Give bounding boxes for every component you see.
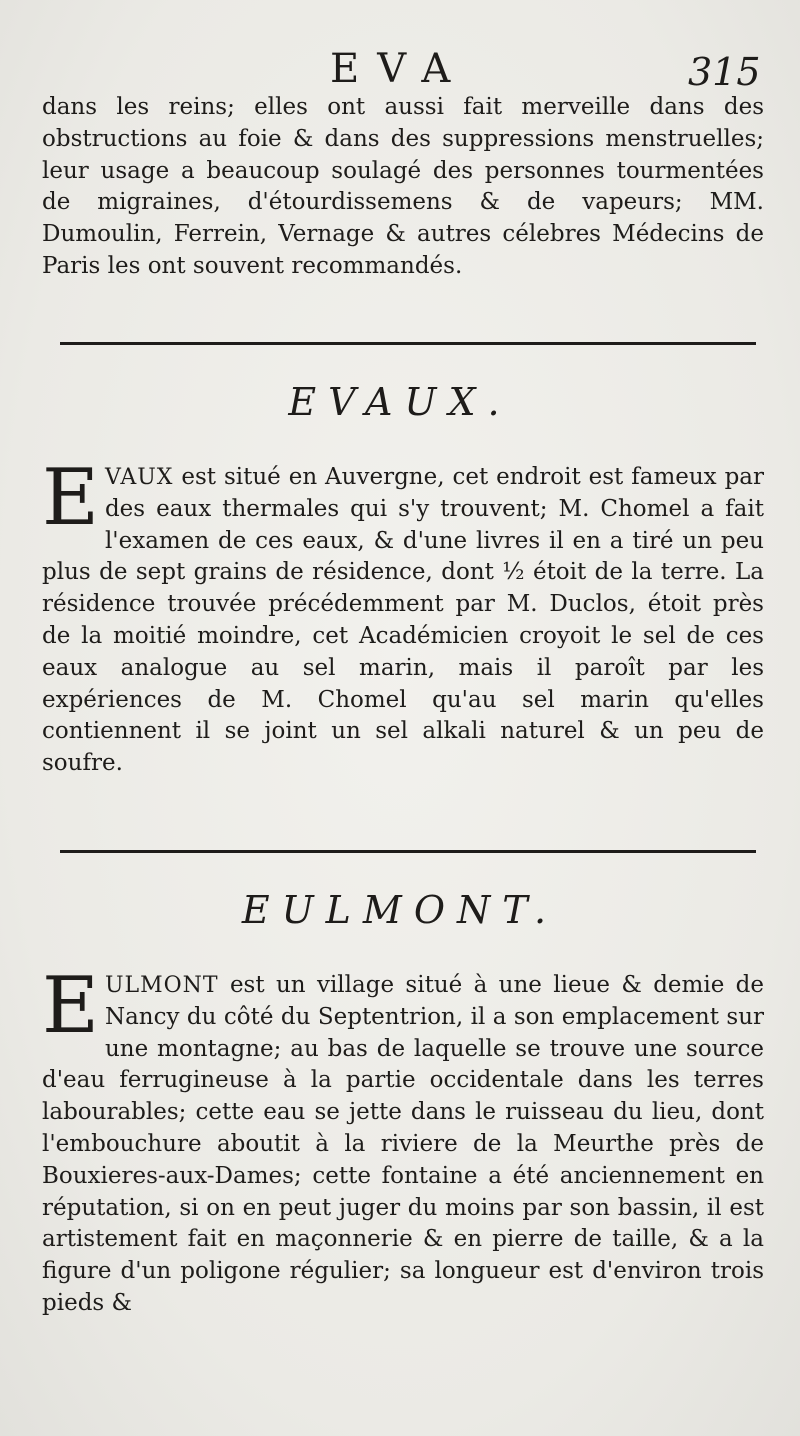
entry-paragraph: est situé en Auvergne, cet endroit est fameux par des eaux thermales qui s'y trouvent; M. Chomel a fait l'examen de ces eaux, & d'une livres il en a tiré un peu plus de sept grains de résidence, dont ½ étoit de la terre. La résidence trouvée précédemment par M. Duclos, étoit près de la moitié moindre, cet Académicien croyoit le sel de ces eaux analogue au sel marin, mais il paroît par les expériences de M. Chomel qu'au sel marin qu'elles contiennent il se joint un sel alkali naturel & un peu de soufre.	[42, 464, 764, 777]
entry-heading-eulmont: EULMONT.	[241, 888, 559, 932]
section-divider	[60, 342, 756, 345]
entry-body	[42, 961, 764, 1320]
entry-evaux	[42, 453, 764, 780]
entry-eulmont	[42, 961, 764, 1320]
lead-word: ULMONT	[104, 973, 219, 998]
running-title: EVA	[330, 46, 469, 92]
entry-paragraph: est un village situé à une lieue & demie de Nancy du côté du Septentrion, il a son emplacement sur une montagne; au bas de laquelle se trouve une source d'eau ferrugineuse à la partie occidentale dans les terres labourables; cette eau se jette dans le ruisseau du lieu, dont l'embouchure aboutit à la riviere de la Meurthe près de Bouxieres-aux-Dames; cette fontaine a été anciennement en réputation, si on en peut juger du moins par son bassin, il est artistement fait en maçonnerie & en pierre de taille, & a la figure d'un poligone régulier; sa longueur est d'environ trois pieds &	[42, 972, 764, 1316]
entry-continuation	[42, 92, 764, 283]
lead-word: VAUX	[104, 465, 174, 490]
section-divider	[60, 850, 756, 853]
drop-cap: E	[42, 453, 99, 543]
page-number: 315	[688, 50, 761, 94]
entry-heading-evaux: EVAUX.	[288, 380, 512, 424]
drop-cap: E	[42, 961, 99, 1051]
entry-paragraph: dans les reins; elles ont aussi fait merveille dans des obstructions au foie & dans des suppressions menstruelles; leur usage a beaucoup soulagé des personnes tourmentées de migraines, d'étourdissemens & de vapeurs; MM. Dumoulin, Ferrein, Vernage & autres célebres Médecins de Paris les ont souvent recommandés.	[42, 94, 764, 279]
entry-body	[42, 453, 764, 780]
